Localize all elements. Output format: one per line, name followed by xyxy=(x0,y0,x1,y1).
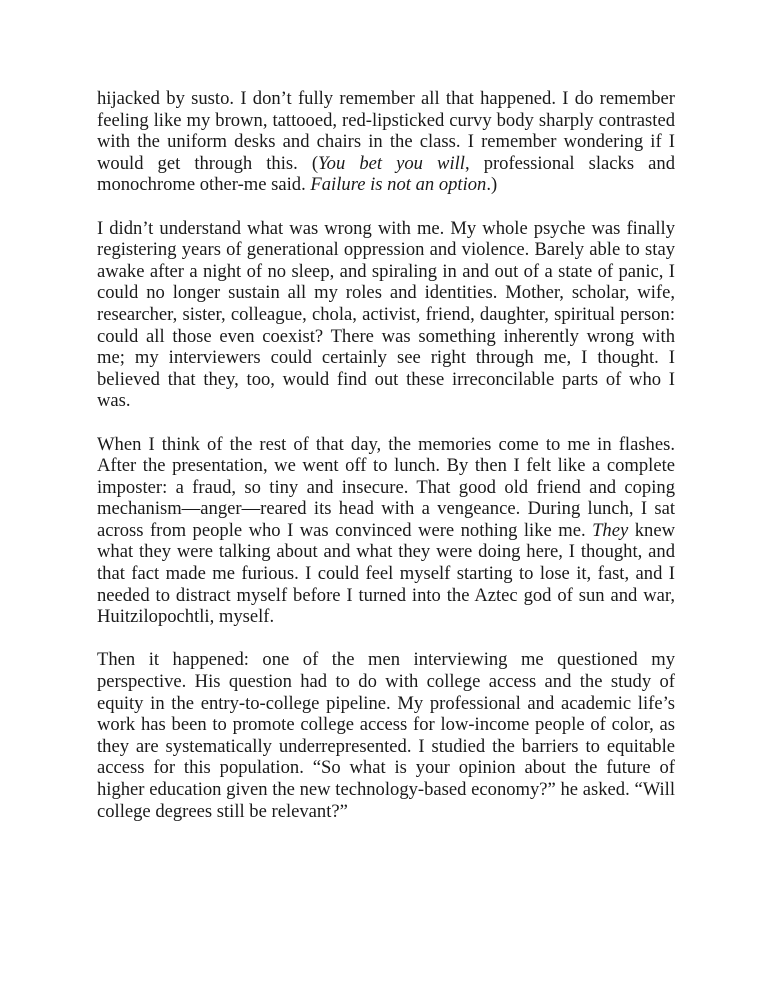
paragraph-3-text-2: knew what they were talking about and what they were doing here, I thought, and that fact made me furious. I could feel myself starting to lose it, fast, and I needed to distract myself before I turned into the Aztec god of sun and war, Huitzilopochtli, myself. xyxy=(97,519,675,628)
paragraph-1-text-1: hijacked by susto. I don’t fully remember all that happened. I do remember feeling like my brown, tattooed, red-lipsticked curvy body sharply contrasted with the uniform desks and chairs in the class. I remember wondering if I would get through this. ( xyxy=(97,88,675,174)
paragraph-4 xyxy=(97,649,675,822)
paragraph-1-text-2: , professional slacks and monochrome other-me said. xyxy=(97,152,676,196)
paragraph-2 xyxy=(97,218,675,412)
document-page xyxy=(97,88,675,844)
paragraph-3 xyxy=(97,434,675,628)
paragraph-4-text-1: Then it happened: one of the men interviewing me questioned my perspective. His question had to do with college access and the study of equity in the entry-to-college pipeline. My professional and academic life’s work has been to promote college access for low-income people of color, as they are systematically underrepresented. I studied the barriers to equitable access for this population. “So what is your opinion about the future of higher education given the new technology-based economy?” he asked. “Will college degrees still be relevant?” xyxy=(97,649,675,822)
paragraph-1 xyxy=(97,88,675,196)
paragraph-1-text-3: .) xyxy=(486,174,498,196)
paragraph-1-italic-1: You bet you will xyxy=(318,152,465,174)
paragraph-1-italic-2: Failure is not an option xyxy=(310,174,487,196)
paragraph-3-italic-1: They xyxy=(592,519,629,541)
paragraph-2-text-1: I didn’t understand what was wrong with me. My whole psyche was finally registering years of generational oppression and violence. Barely able to stay awake after a night of no sleep, and spiraling in and out of a state of panic, I could no longer sustain all my roles and identities. Mother, scholar, wife, researcher, sister, colleague, chola, activist, friend, daughter, spiritual person: could all those even coexist? There was something inherently wrong with me; my interviewers could certainly see right through me, I thought. I believed that they, too, would find out these irreconcilable parts of who I was. xyxy=(97,217,675,412)
paragraph-3-text-1: When I think of the rest of that day, the memories come to me in flashes. After the presentation, we went off to lunch. By then I felt like a complete imposter: a fraud, so tiny and insecure. That good old friend and coping mechanism—anger—reared its head with a vengeance. During lunch, I sat across from people who I was convinced were nothing like me. xyxy=(97,433,675,541)
